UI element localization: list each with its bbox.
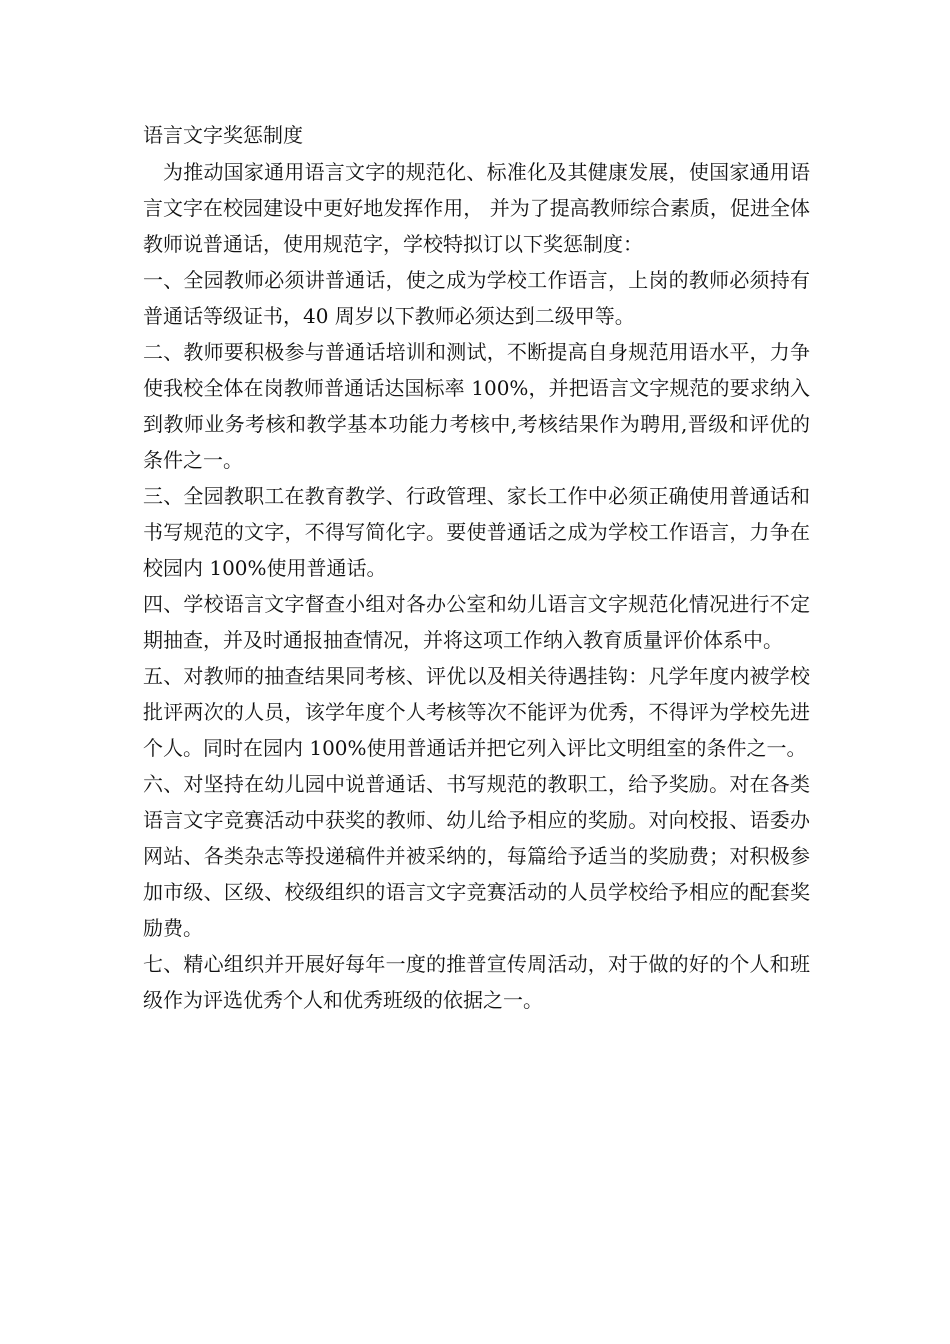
rule-item-6: 六、对坚持在幼儿园中说普通话、书写规范的教职工，给予奖励。对在各类语言文字竞赛活动中获奖的教师、幼儿给予相应的奖励。对向校报、语委办网站、各类杂志等投递稿件并被采纳的，每篇给予适当的奖励费；对积极参加市级、区级、校级组织的语言文字竞赛活动的人员学校给予相应的配套奖励费。	[143, 772, 810, 940]
document-body	[143, 116, 810, 1018]
rule-item-1: 一、全园教师必须讲普通话，使之成为学校工作语言，上岗的教师必须持有普通话等级证书，40 周岁以下教师必须达到二级甲等。	[143, 268, 810, 328]
document-title: 语言文字奖惩制度	[143, 123, 303, 147]
rule-item-3: 三、全园教职工在教育教学、行政管理、家长工作中必须正确使用普通话和书写规范的文字，不得写简化字。要使普通话之成为学校工作语言，力争在校园内 100%使用普通话。	[143, 484, 810, 580]
intro-paragraph: 为推动国家通用语言文字的规范化、标准化及其健康发展，使国家通用语言文字在校园建设中更好地发挥作用， 并为了提高教师综合素质，促进全体教师说普通话，使用规范字，学校特拟订以下奖惩制度：	[143, 160, 810, 256]
rule-item-7: 七、精心组织并开展好每年一度的推普宣传周活动，对于做的好的个人和班级作为评选优秀个人和优秀班级的依据之一。	[143, 952, 810, 1012]
rule-item-2: 二、教师要积极参与普通话培训和测试，不断提高自身规范用语水平，力争使我校全体在岗教师普通话达国标率 100%，并把语言文字规范的要求纳入到教师业务考核和教学基本功能力考核中,考核结果作为聘用,晋级和评优的条件之一。	[143, 340, 810, 472]
rule-item-5: 五、对教师的抽查结果同考核、评优以及相关待遇挂钩：凡学年度内被学校批评两次的人员，该学年度个人考核等次不能评为优秀，不得评为学校先进个人。同时在园内 100%使用普通话并把它列入评比文明组室的条件之一。	[143, 664, 810, 760]
rule-item-4: 四、学校语言文字督查小组对各办公室和幼儿语言文字规范化情况进行不定期抽查，并及时通报抽查情况，并将这项工作纳入教育质量评价体系中。	[143, 592, 810, 652]
